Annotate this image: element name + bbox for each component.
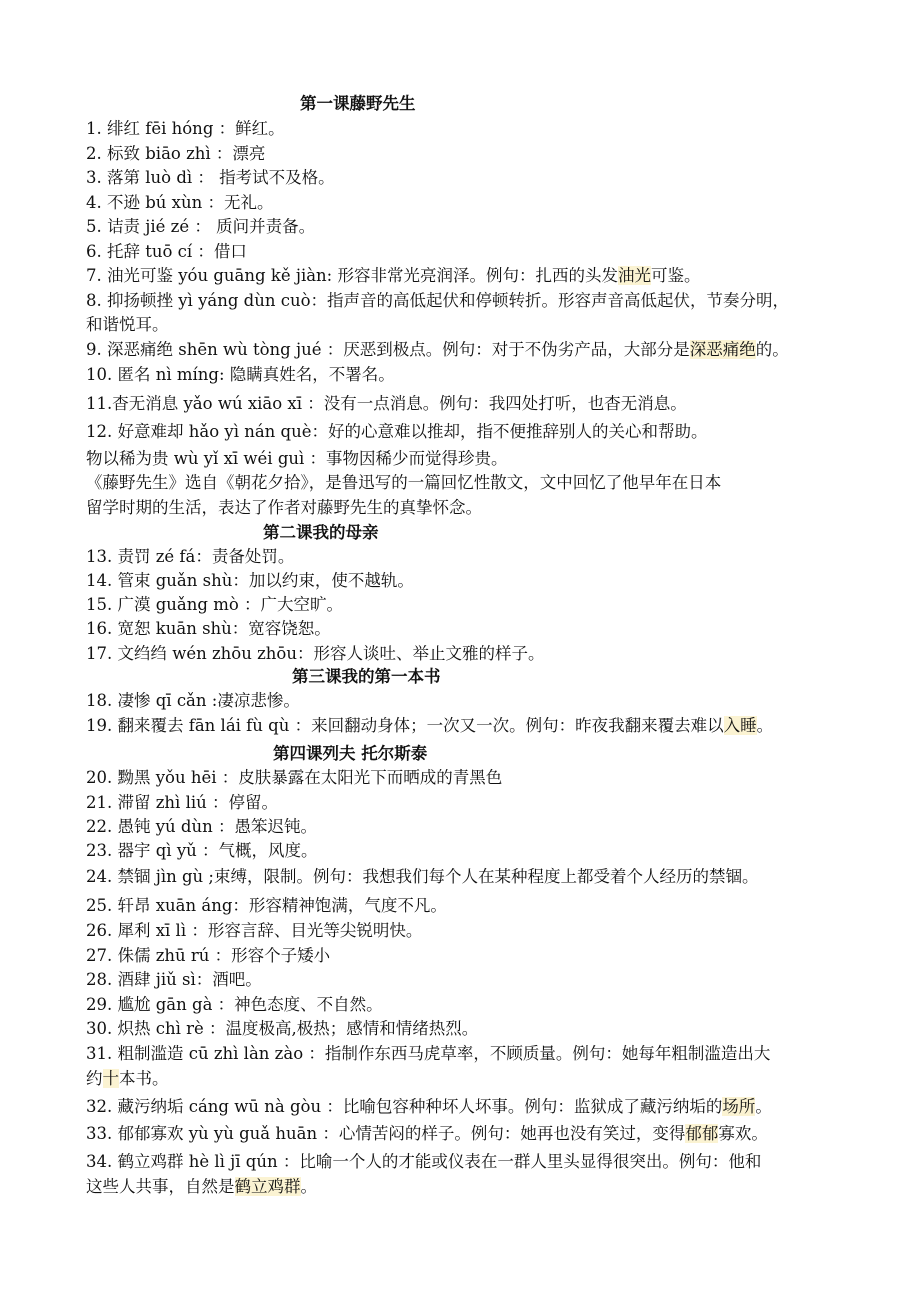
line-text: 13. 责罚 zé fá：责备处罚。 bbox=[86, 547, 295, 566]
line-text: 物以稀为贵 wù yǐ xī wéi guì ：事物因稀少而觉得珍贵。 bbox=[86, 449, 508, 468]
vocab-line bbox=[86, 1017, 478, 1041]
line-text: 32. 藏污纳垢 cáng wū nà gòu ：比喻包容种种坏人坏事。例句：监狱成了藏污纳垢的 bbox=[86, 1097, 723, 1116]
line-text: 和谐悦耳。 bbox=[86, 315, 169, 334]
vocab-line bbox=[86, 142, 265, 166]
line-text: 1. 绯红 fēi hóng ：鲜红。 bbox=[86, 119, 285, 138]
line-text: 33. 郁郁寡欢 yù yù guǎ huān ：心情苦闷的样子。例句：她再也没有笑过，变得 bbox=[86, 1124, 686, 1143]
vocab-line bbox=[86, 919, 422, 943]
line-text: 约 bbox=[86, 1069, 103, 1088]
line-text-after: 。 bbox=[300, 1177, 317, 1196]
line-text: 《藤野先生》选自《朝花夕拾》，是鲁迅写的一篇回忆性散文，文中回忆了他早年在日本 bbox=[86, 473, 722, 492]
line-text: 34. 鹤立鸡群 hè lì jī qún ：比喻一个人的才能或仪表在一群人里头显得很突出。例句：他和 bbox=[86, 1152, 762, 1171]
line-text: 28. 酒肆 jiǔ sì：酒吧。 bbox=[86, 970, 262, 989]
vocab-line bbox=[86, 420, 708, 444]
line-text: 21. 滞留 zhì liú ：停留。 bbox=[86, 793, 278, 812]
line-text: 23. 器宇 qì yǔ ：气概，风度。 bbox=[86, 841, 318, 860]
highlighted-text: 深恶痛绝 bbox=[689, 340, 756, 359]
vocab-line bbox=[86, 642, 545, 666]
vocab-line bbox=[86, 944, 330, 968]
line-text: 2. 标致 biāo zhì ：漂亮 bbox=[86, 144, 266, 163]
highlighted-text: 鹤立鸡群 bbox=[234, 1177, 301, 1196]
line-text: 19. 翻来覆去 fān lái fù qù ：来回翻动身体；一次又一次。例句：昨夜我翻来覆去难以 bbox=[86, 716, 724, 735]
line-text: 10. 匿名 nì míng: 隐瞒真姓名，不署名。 bbox=[86, 365, 395, 384]
vocab-line bbox=[86, 117, 285, 141]
line-text: 6. 托辞 tuō cí ：借口 bbox=[86, 242, 247, 261]
line-text: 14. 管束 guǎn shù：加以约束，使不越轨。 bbox=[86, 571, 414, 590]
line-text: 留学时期的生活，表达了作者对藤野先生的真挚怀念。 bbox=[86, 498, 482, 517]
vocab-line bbox=[86, 1067, 169, 1091]
highlighted-text: 郁郁 bbox=[685, 1124, 719, 1143]
highlighted-text: 入睡 bbox=[723, 716, 757, 735]
vocab-line bbox=[86, 289, 789, 313]
line-text: 17. 文绉绉 wén zhōu zhōu：形容人谈吐、举止文雅的样子。 bbox=[86, 644, 545, 663]
vocab-line bbox=[86, 714, 773, 738]
vocab-line bbox=[86, 1150, 761, 1174]
line-text: 4. 不逊 bú xùn ：无礼。 bbox=[86, 193, 274, 212]
line-text: 25. 轩昂 xuān áng：形容精神饱满，气度不凡。 bbox=[86, 896, 447, 915]
vocab-line bbox=[86, 1095, 772, 1119]
section-title: 第一课藤野先生 bbox=[300, 94, 416, 113]
vocab-line bbox=[86, 1122, 768, 1146]
vocab-line bbox=[86, 447, 508, 471]
vocab-line bbox=[86, 191, 273, 215]
section-title: 第四课列夫 托尔斯泰 bbox=[273, 744, 428, 763]
line-text-after: 可鉴。 bbox=[651, 266, 701, 285]
highlighted-text: 十 bbox=[102, 1069, 119, 1088]
vocab-line bbox=[86, 593, 343, 617]
line-text: 18. 凄惨 qī cǎn :凄凉悲惨。 bbox=[86, 691, 300, 710]
line-text-after: 。 bbox=[755, 1097, 772, 1116]
line-text: 12. 好意难却 hǎo yì nán què：好的心意难以推却，指不便推辞别人的关心和帮助。 bbox=[86, 422, 708, 441]
section-title: 第二课我的母亲 bbox=[263, 523, 379, 542]
vocab-line bbox=[86, 894, 447, 918]
line-text: 11.杳无消息 yǎo wú xiāo xī ：没有一点消息。例句：我四处打听，也杳无消息。 bbox=[86, 394, 687, 413]
line-text: 24. 禁锢 jìn gù ;束缚，限制。例句：我想我们每个人在某种程度上都受着个人经历的禁锢。 bbox=[86, 867, 759, 886]
vocab-line bbox=[86, 240, 247, 264]
line-text-after: 。 bbox=[756, 716, 774, 735]
vocab-line bbox=[86, 215, 315, 239]
line-text: 8. 抑扬顿挫 yì yáng dùn cuò：指声音的高低起伏和停顿转折。形容声音高低起伏，节奏分明， bbox=[86, 291, 790, 310]
vocab-line bbox=[86, 166, 335, 190]
vocab-line bbox=[86, 839, 318, 863]
vocab-line bbox=[86, 392, 687, 416]
line-text-after: 寡欢。 bbox=[718, 1124, 768, 1143]
line-text: 这些人共事，自然是 bbox=[86, 1177, 235, 1196]
vocab-line bbox=[86, 689, 300, 713]
vocab-line bbox=[86, 545, 294, 569]
line-text: 30. 炽热 chì rè ：温度极高,极热；感情和情绪热烈。 bbox=[86, 1019, 479, 1038]
vocab-line bbox=[86, 264, 701, 288]
line-text: 3. 落第 luò dì ： 指考试不及格。 bbox=[86, 168, 335, 187]
line-text: 31. 粗制滥造 cū zhì làn zào ：指制作东西马虎草率，不顾质量。例句：她每年粗制滥造出大 bbox=[86, 1044, 771, 1063]
line-text: 22. 愚钝 yú dùn ：愚笨迟钝。 bbox=[86, 817, 317, 836]
vocab-line bbox=[86, 865, 759, 889]
vocab-line bbox=[86, 993, 383, 1017]
line-text: 26. 犀利 xī lì ：形容言辞、目光等尖锐明快。 bbox=[86, 921, 423, 940]
vocab-line bbox=[86, 1042, 770, 1066]
vocab-line bbox=[86, 1175, 317, 1199]
vocab-line bbox=[86, 363, 395, 387]
line-text: 27. 侏儒 zhū rú ：形容个子矮小 bbox=[86, 946, 331, 965]
highlighted-text: 油光 bbox=[618, 266, 651, 285]
line-text: 29. 尴尬 gān gà ：神色态度、不自然。 bbox=[86, 995, 383, 1014]
line-text: 20. 黝黑 yǒu hēi ：皮肤暴露在太阳光下而晒成的青黑色 bbox=[86, 768, 503, 787]
line-text: 15. 广漠 guǎng mò ：广大空旷。 bbox=[86, 595, 344, 614]
vocab-line bbox=[86, 313, 169, 337]
highlighted-text: 场所 bbox=[722, 1097, 756, 1116]
vocab-line bbox=[86, 569, 414, 593]
vocab-line bbox=[86, 766, 502, 790]
vocab-line bbox=[86, 338, 789, 362]
line-text: 5. 诘责 jié zé ： 质问并责备。 bbox=[86, 217, 316, 236]
vocab-line bbox=[86, 968, 262, 992]
line-text-after: 本书。 bbox=[119, 1069, 169, 1088]
vocab-line bbox=[86, 617, 331, 641]
vocab-line bbox=[86, 471, 721, 495]
vocab-line bbox=[86, 791, 278, 815]
line-text: 16. 宽恕 kuān shù：宽容饶恕。 bbox=[86, 619, 331, 638]
section-title: 第三课我的第一本书 bbox=[292, 667, 441, 686]
line-text: 7. 油光可鉴 yóu guāng kě jiàn: 形容非常光亮润泽。例句：扎西的头发 bbox=[86, 266, 618, 285]
vocab-line bbox=[86, 815, 317, 839]
line-text: 9. 深恶痛绝 shēn wù tòng jué ：厌恶到极点。例句：对于不伪劣产品，大部分是 bbox=[86, 340, 690, 359]
line-text-after: 的。 bbox=[755, 340, 789, 359]
vocab-line bbox=[86, 496, 482, 520]
